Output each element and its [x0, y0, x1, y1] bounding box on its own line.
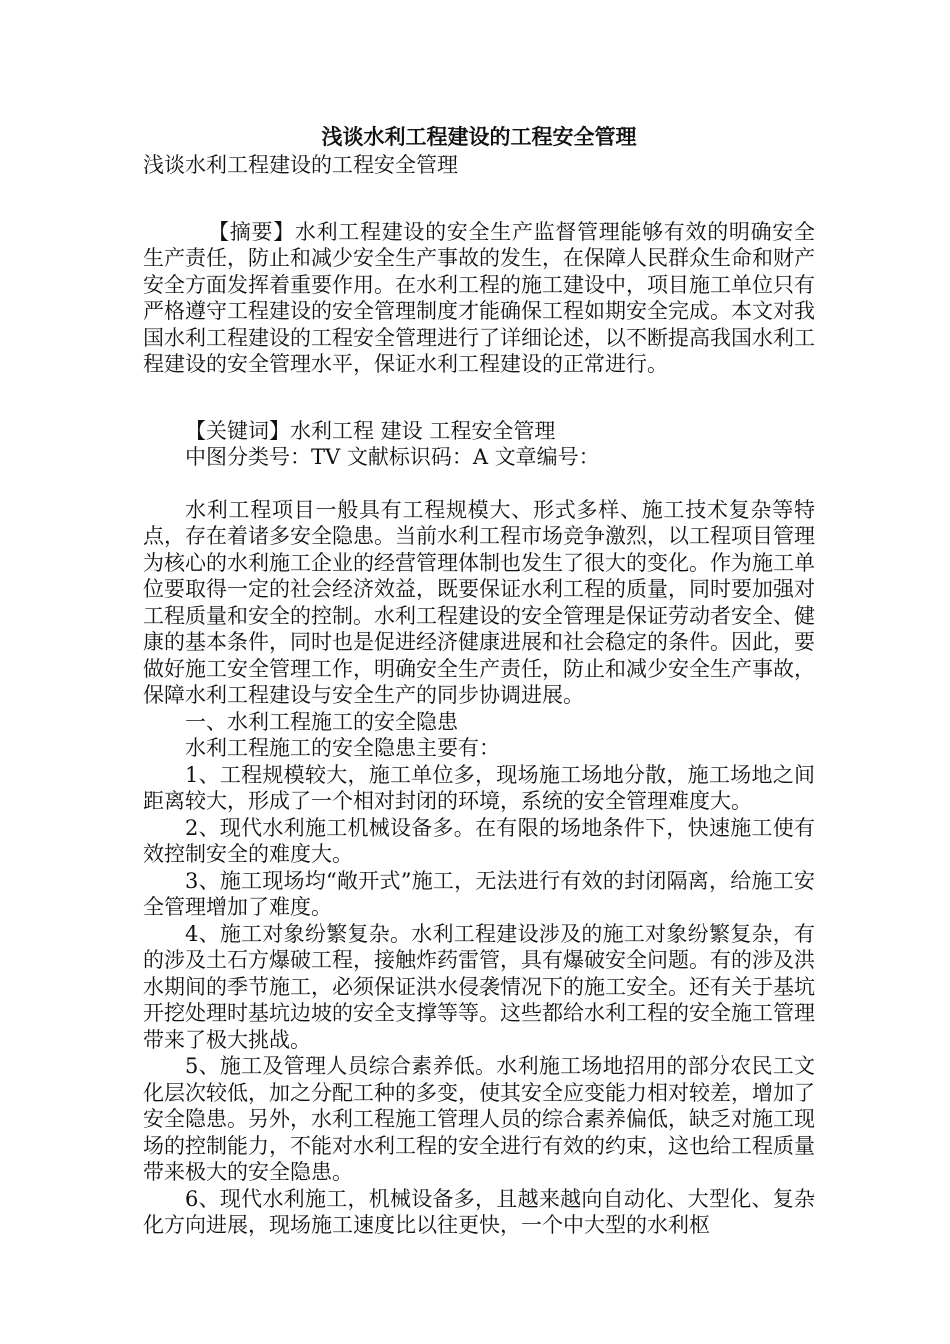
list-item: 5、施工及管理人员综合素养低。水利施工场地招用的部分农民工文化层次较低，加之分配工种的多变，使其安全应变能力相对较差，增加了安全隐患。另外，水利工程施工管理人员的综合素养偏低，缺乏对施工现场的控制能力，不能对水利工程的安全进行有效的约束，这也给工程质量带来极大的安全隐患。 [143, 1054, 815, 1184]
body-paragraph: 水利工程项目一般具有工程规模大、形式多样、施工技术复杂等特点，存在着诸多安全隐患。当前水利工程市场竞争激烈，以工程项目管理为核心的水利施工企业的经营管理体制也发生了很大的变化。作为施工单位要取得一定的社会经济效益，既要保证水利工程的质量，同时要加强对工程质量和安全的控制。水利工程建设的安全管理是保证劳动者安全、健康的基本条件，同时也是促进经济健康进展和社会稳定的条件。因此，要做好施工安全管理工作，明确安全生产责任，防止和减少安全生产事故，保障水利工程建设与安全生产的同步协调进展。 [143, 497, 815, 707]
list-item: 3、施工现场均“敞开式”施工，无法进行有效的封闭隔离，给施工安全管理增加了难度。 [143, 868, 815, 919]
spacer [143, 179, 815, 219]
section-heading: 一、水利工程施工的安全隐患 [185, 709, 458, 734]
spacer [143, 471, 815, 497]
document-subtitle: 浅谈水利工程建设的工程安全管理 [143, 153, 458, 177]
body-paragraph: 水利工程施工的安全隐患主要有： [185, 736, 500, 760]
list-item: 1、工程规模较大，施工单位多，现场施工场地分散，施工场地之间距离较大，形成了一个相对封闭的环境，系统的安全管理难度大。 [143, 762, 815, 813]
list-item: 6、现代水利施工，机械设备多，且越来越向自动化、大型化、复杂化方向进展，现场施工速度比以往更快，一个中大型的水利枢 [143, 1186, 815, 1237]
document-title: 浅谈水利工程建设的工程安全管理 [321, 124, 637, 149]
keywords-line: 【关键词】水利工程 建设 工程安全管理 [185, 418, 556, 443]
spacer [143, 378, 815, 418]
abstract-paragraph: 【摘要】水利工程建设的安全生产监督管理能够有效的明确安全生产责任，防止和减少安全生产事故的发生，在保障人民群众生命和财产安全方面发挥着重要作用。在水利工程的施工建设中，项目施工单位只有严格遵守工程建设的安全管理制度才能确保工程如期安全完成。本文对我国水利工程建设的工程安全管理进行了详细论述，以不断提高我国水利工程建设的安全管理水平，保证水利工程建设的正常进行。 [143, 219, 815, 376]
classification-line: 中图分类号：TV 文献标识码：A 文章编号： [185, 445, 600, 469]
list-item: 2、现代水利施工机械设备多。在有限的场地条件下，快速施工使有效控制安全的难度大。 [143, 815, 815, 866]
list-item: 4、施工对象纷繁复杂。水利工程建设涉及的施工对象纷繁复杂，有的涉及土石方爆破工程，接触炸药雷管，具有爆破安全问题。有的涉及洪水期间的季节施工，必须保证洪水侵袭情况下的施工安全。还有关于基坑开挖处理时基坑边坡的安全支撑等等。这些都给水利工程的安全施工管理带来了极大挑战。 [143, 921, 815, 1052]
document-page [143, 122, 815, 1239]
